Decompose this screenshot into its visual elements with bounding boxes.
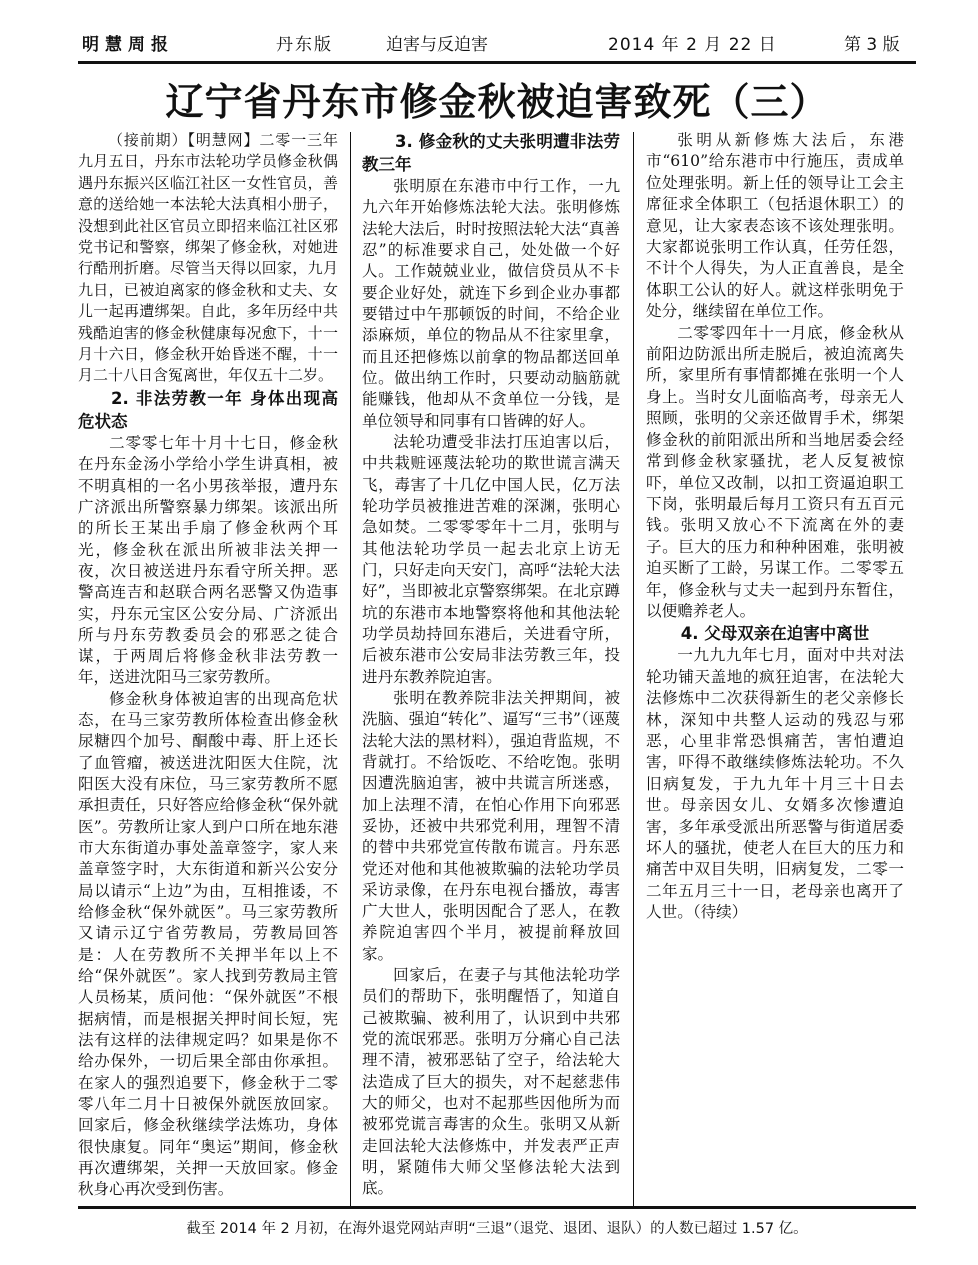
section-2-heading: 2. 非法劳教一年 身体出现高危状态 [78, 388, 338, 431]
article-lede: （接前期）【明慧网】二零一三年九月五日，丹东市法轮功学员修金秋偶遇丹东振兴区临江社区一女性官员，善意的送给她一本法轮大法真相小册子，没想到此社区官员立即招来临江社区邪党书记和警察，绑架了修金秋，对她进行酷刑折磨。尽管当天得以回家，九月九日，已被迫离家的修金秋和丈夫、女儿一起再遭绑架。自此，多年历经中共残酷迫害的修金秋健康每况愈下，十一月十六日，修金秋开始昏迷不醒，十一月二十八日含冤离世，年仅五十二岁。 [78, 131, 338, 385]
paragraph: 二零零七年十月十七日，修金秋在丹东金汤小学给小学生讲真相，被不明真相的一名小男孩举报，遭丹东广济派出所警察暴力绑架。该派出所的所长王某出手扇了修金秋两个耳光，修金秋在派出所被非法关押一夜，次日被送进丹东看守所关押。恶警高连吉和赵联合两名恶警又伪造事实，丹东元宝区公安分局、广济派出所与丹东劳教委员会的邪恶之徒合谋，于两周后将修金秋非法劳教一年，送进沈阳马三家劳教所。 [78, 433, 338, 687]
section-4-heading: 4. 父母双亲在迫害中离世 [680, 624, 870, 644]
masthead [78, 30, 916, 64]
issue-date: 2014 年 2 月 22 日 [608, 35, 777, 55]
paragraph: 修金秋身体被迫害的出现高危状态，在马三家劳教所体检查出修金秋尿糖四个加号、酮酸中毒、肝上还长了血管瘤，被送进沈阳医大住院，沈阳医大没有床位，马三家劳教所不愿承担责任，只好答应给修金秋“保外就医”。劳教所让家人到户口所在地东港市大东街道办事处盖章签字，家人来盖章签字时，大东街道和新兴公安分局以请示“上边”为由，互相推诿，不给修金秋“保外就医”。马三家劳教所又请示辽宁省劳教局，劳教局回答是：人在劳教所不关押半年以上不给“保外就医”。家人找到劳教局主管人员杨某，质问他：“保外就医”不根据病情，而是根据关押时间长短，宪法有这样的法律规定吗？如果是你不给办保外，一切后果全部由你承担。在家人的强烈追要下，修金秋于二零零八年二月十日被保外就医放回家。回家后，修金秋继续学法炼功，身体很快康复。同年“奥运”期间，修金秋再次遭绑架，关押一天放回家。修金秋身心再次受到伤害。 [78, 689, 338, 1199]
paragraph: 张明从新修炼大法后，东港市“610”给东港市中行施压，责成单位处理张明。新上任的领导让工会主席征求全体职工（包括退休职工）的意见，让大家表态该不该处理张明。大家都说张明工作认真，任劳任怨，不计个人得失，为人正直善良，是全体职工公认的好人。就这样张明免于处分，继续留在单位工作。 [646, 131, 904, 321]
column-1 [78, 130, 338, 1201]
footer-notice: 截至 2014 年 2 月初，在海外退党网站声明“三退”（退党、退团、退队）的人数已超过 1.57 亿。 [78, 1206, 916, 1238]
page-number: 第 3 版 [844, 35, 900, 55]
edition-label: 丹东版 [276, 35, 333, 55]
article-title: 辽宁省丹东市修金秋被迫害致死（三） [165, 80, 829, 124]
paragraph: 法轮功遭受非法打压迫害以后，中共栽赃诬蔑法轮功的欺世谎言满天飞，毒害了十几亿中国人民，亿万法轮功学员被推进苦难的深渊，张明心急如焚。二零零零年十二月，张明与其他法轮功学员一起去北京上访无门，只好走向天安门，高呼“法轮大法好”，当即被北京警察绑架。在北京蹲坑的东港市本地警察将他和其他法轮功学员劫持回东港后，关进看守所，后被东港市公安局非法劳教三年，投进丹东教养院迫害。 [362, 432, 620, 686]
section-3-heading: 3. 修金秋的丈夫张明遭非法劳教三年 [362, 132, 620, 174]
column-divider [633, 132, 634, 1207]
paragraph: 张明在教养院非法关押期间，被洗脑、强迫“转化”、逼写“三书”（诬蔑法轮大法的黑材料），强迫背监规，不背就打。不给饭吃、不给吃饱。张明因遭洗脑迫害，被中共谎言所迷惑，加上法理不清，在怕心作用下向邪恶妥协，还被中共邪党利用，理智不清的替中共邪党宣传散布谎言。丹东恶党还对他和其他被欺骗的法轮功学员采访录像，在丹东电视台播放，毒害广大世人，张明因配合了恶人，在教养院迫害四个半月，被提前释放回家。 [362, 688, 620, 963]
column-3 [646, 130, 904, 924]
column-2 [362, 130, 620, 1200]
paragraph: 回家后，在妻子与其他法轮功学员们的帮助下，张明醒悟了，知道自己被欺骗、被利用了，认识到中共邪党的流氓邪恶。张明万分痛心自己法理不清，被邪恶钻了空子，给法轮大法造成了巨大的损失，对不起慈悲伟大的师父，也对不起那些因他所为而被邪党谎言毒害的众生。张明又从新走回法轮大法修炼中，并发表严正声明，紧随伟大师父坚修法轮大法到底。 [362, 966, 620, 1198]
paragraph: 一九九九年七月，面对中共对法轮功铺天盖地的疯狂迫害，在法轮大法修炼中二次获得新生的老父亲修长林，深知中共整人运动的残忍与邪恶，心里非常恐惧痛苦，害怕遭迫害，吓得不敢继续修炼法轮功。不久旧病复发，于九九年十月三十日去世。母亲因女儿、女婿多次惨遭迫害，多年承受派出所恶警与街道居委坏人的骚扰，使老人在巨大的压力和痛苦中双目失明，旧病复发，二零一二年五月三十一日，老母亲也离开了人世。（待续） [646, 646, 904, 922]
newspaper-name: 明慧周报 [82, 35, 174, 55]
paragraph: 二零零四年十一月底，修金秋从前阳边防派出所走脱后，被迫流离失所，家里所有事情都摊在张明一个人身上。当时女儿面临高考，母亲无人照顾，张明的父亲还做胃手术，绑架修金秋的前阳派出所和当地居委会经常到修金秋家骚扰，老人反复被惊吓，单位又改制，以扣工资逼迫职工下岗，张明最后每月工资只有五百元钱。张明又放心不下流离在外的妻子。巨大的压力和种种困难，张明被迫买断了工龄，另谋工作。二零零五年，修金秋与丈夫一起到丹东暂住，以便赡养老人。 [646, 323, 904, 620]
section-label: 迫害与反迫害 [386, 35, 488, 55]
column-divider [350, 132, 351, 1207]
paragraph: 张明原在东港市中行工作，一九九六年开始修炼法轮大法。张明修炼法轮大法后，时时按照法轮大法“真善忍”的标准要求自己，处处做一个好人。工作兢兢业业，做信贷员从不卡要企业好处，就连下乡到企业办事都要错过中午那顿饭的时间，不给企业添麻烦，单位的物品从不往家里拿，而且还把修炼以前拿的物品都送回单位。做出纳工作时，只要动动脑筋就能赚钱，他却从不贪单位一分钱，是单位领导和同事有口皆碑的好人。 [362, 177, 620, 430]
